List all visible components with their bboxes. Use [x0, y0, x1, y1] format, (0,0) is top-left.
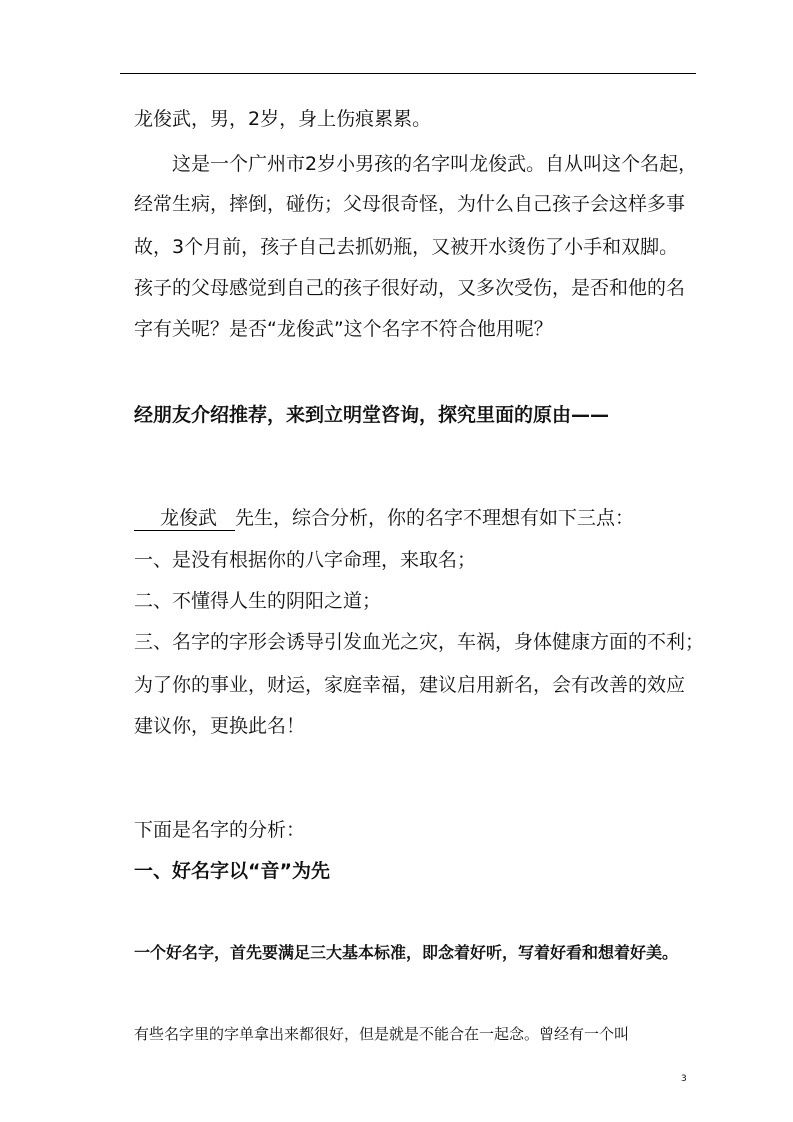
- analysis-intro-text: 先生，综合分析，你的名字不理想有如下三点：: [235, 507, 635, 529]
- point-2: 二、不懂得人生的阴阳之道；: [134, 590, 382, 612]
- heading-consultation: 经朋友介绍推荐，来到立明堂咨询，探究里面的原由——: [134, 404, 610, 426]
- section-heading: 一、好名字以“音”为先: [134, 860, 330, 882]
- point-1: 一、是没有根据你的八字命理，来取名；: [134, 549, 477, 571]
- text-line-2: 这是一个广州市2岁小男孩的名字叫龙俊武。自从叫这个名起，: [172, 153, 698, 175]
- text-line-1: 龙俊武，男，2岁，身上伤痕累累。: [134, 108, 432, 130]
- point-3: 三、名字的字形会诱导引发血光之灾，车祸，身体健康方面的不利；: [134, 631, 705, 653]
- text-line-3: 经常生病，摔倒，碰伤；父母很奇怪，为什么自己孩子会这样多事: [134, 193, 686, 215]
- bold-note: 一个好名字，首先要满足三大基本标准，即念着好听，写着好看和想着好美。: [134, 943, 679, 962]
- underlined-name: 龙俊武: [134, 503, 235, 531]
- header-rule: [120, 73, 696, 74]
- page-number: 3: [681, 1074, 687, 1084]
- text-line-6: 字有关呢？是否“龙俊武”这个名字不符合他用呢？: [134, 318, 553, 340]
- advice-line-2: 建议你，更换此名！: [134, 715, 306, 737]
- text-line-4: 故，3个月前，孩子自己去抓奶瓶，又被开水烫伤了小手和双脚。: [134, 236, 679, 258]
- analysis-intro-line: [134, 503, 634, 531]
- section-intro: 下面是名字的分析：: [134, 819, 306, 841]
- last-line: 有些名字里的字单拿出来都很好，但是就是不能合在一起念。曾经有一个叫: [134, 1025, 630, 1043]
- advice-line-1: 为了你的事业，财运，家庭幸福，建议启用新名，会有改善的效应: [134, 674, 686, 696]
- text-line-5: 孩子的父母感觉到自己的孩子很好动，又多次受伤，是否和他的名: [134, 277, 686, 299]
